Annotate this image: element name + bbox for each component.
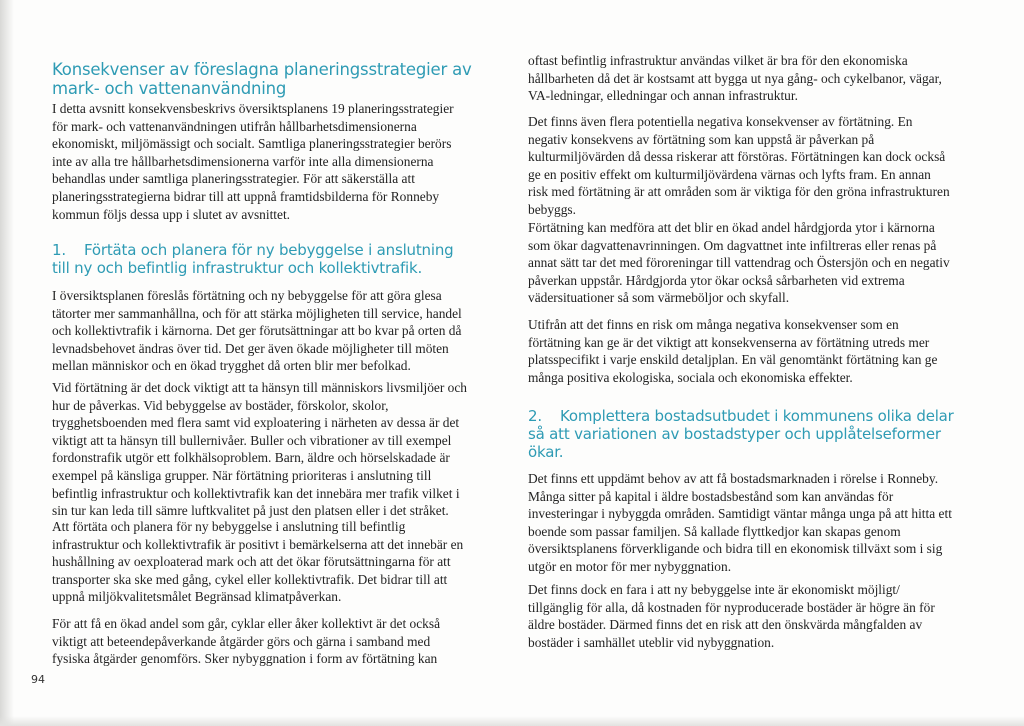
scan-bottom-shadow: [0, 716, 1024, 726]
right-paragraph-3: Förtätning kan medföra att det blir en ökad andel hårdgjorda ytor i kärnorna som ökar dagvattenavrinningen. Om dagvattnet inte infiltreras eller renas på annat sätt tar det med föroreningar till vattendrag och Östersjön och en negativ påverkan uppstår. Hårdgjorda ytor ökar också sårbarheten vid extrema vädersituationer så som värmeböljor och skyfall.: [528, 220, 950, 306]
section-1-paragraph-3: Att förtäta och planera för ny bebyggelse i anslutning till befintlig infrastruktur och kollektivtrafik är positivt i bemärkelserna att det innebär en hushållning av oexploaterad mark och att det ökar förutsättningarna för att transporter ska ske med gång, cykel eller kollektivtrafik. Det bidrar till att uppnå miljökvalitetsmålet Begränsad klimatpåverkan.: [52, 519, 464, 605]
right-paragraph-2: Det finns även flera potentiella negativa konsekvenser av förtätning. En negativ konsekvens av förtätning som kan uppstå är påverkan på kulturmiljövärden då dessa riskerar att förstöras. Förtätningen kan dock också ge en positiv effekt om kulturmiljövärdena värnas och lyfts fram. En annan risk med förtätning är att områden som är viktiga för den gröna infrastrukturen bebyggs.: [528, 114, 950, 217]
section-2-number: 2.: [528, 407, 542, 425]
section-2-title: Komplettera bostadsutbudet i kommunens olika delar så att variationen av bostadstyper och upplåtelseformer ökar.: [528, 407, 954, 461]
section-2-paragraph-2: Det finns dock en fara i att ny bebyggelse inte är ekonomiskt möjligt/ tillgänglig för alla, då kostnaden för nyproducerade bostäder är högre än för äldre bostäder. Därmed finns det en risk att den önskvärda mångfalden av bostäder i samhället uteblir vid nybyggnation.: [528, 582, 935, 650]
right-paragraph-1: oftast befintlig infrastruktur användas vilket är bra för den ekonomiska hållbarheten då det är kostsamt att bygga ut nya gång- och cykelbanor, vägar, VA-ledningar, elledningar och annan infrastruktur.: [528, 53, 942, 104]
page-number: 94: [31, 673, 45, 686]
section-1-number: 1.: [52, 241, 66, 259]
main-heading: Konsekvenser av föreslagna planeringsstrategier av mark- och vattenanvändning: [52, 60, 472, 98]
scan-edge-shadow: [0, 0, 14, 726]
section-1-paragraph-4: För att få en ökad andel som går, cyklar eller åker kollektivt är det också viktigt att beteendepåverkande åtgärder görs och gärna i samband med fysiska åtgärder genomförs. Sker nybyggnation i form av förtätning kan: [52, 616, 441, 667]
right-paragraph-4: Utifrån att det finns en risk om många negativa konsekvenser som en förtätning kan ge är det viktigt att konsekvenserna av förtätning utreds mer platsspecifikt i varje enskild detaljplan. En väl genomtänkt förtätning kan ge många positiva ekologiska, sociala och ekonomiska effekter.: [528, 317, 938, 385]
section-2-paragraph-1: Det finns ett uppdämt behov av att få bostadsmarknaden i rörelse i Ronneby. Många sitter på kapital i äldre bostadsbestånd som kan användas för investeringar i nybyggda områden. Samtidigt väntar många unga på att hitta ett boende som passar familjen. Så kallade flyttkedjor kan skapas genom översiktsplanens förverkligande och bidra till en ekonomisk tillväxt som i sig utgör en motor för mer nybyggnation.: [528, 471, 952, 574]
section-1-title: Förtäta och planera för ny bebyggelse i anslutning till ny och befintlig infrastruktur och kollektivtrafik.: [52, 241, 454, 277]
section-1-paragraph-2: Vid förtätning är det dock viktigt att ta hänsyn till människors livsmiljöer och hur de påverkas. Vid bebyggelse av bostäder, förskolor, skolor, trygghetsboenden med flera samt vid exploatering i närheten av dessa är det viktigt att ta hänsyn till bullernivåer. Buller och vibrationer av till exempel fordonstrafik utgör ett folkhälsoproblem. Barn, äldre och hörselskadade är exempel på känsliga grupper. När förtätning prioriteras i anslutning till befintlig infrastruktur och kollektivtrafik kan det innebära mer trafik vilket i sin tur kan leda till sämre luftkvalitet på just den platsen eller i det stråket.: [52, 380, 467, 519]
section-2-heading: [528, 407, 956, 461]
section-1-heading: [52, 241, 472, 277]
intro-paragraph: I detta avsnitt konsekvensbeskrivs översiktsplanens 19 planeringsstrategier för mark- och vattenanvändningen utifrån hållbarhetsdimensionerna ekonomiskt, miljömässigt och socialt. Samtliga planeringsstrategier berörs inte av alla tre hållbarhetsdimensionerna varför inte alla dimensionerna behandlas under samtliga planeringsstrategier. För att säkerställa att planeringsstrategierna bidrar till att uppnå framtidsbilderna för Ronneby kommun följs dessa upp i slutet av avsnittet.: [52, 101, 454, 222]
section-1-paragraph-1: I översiktsplanen föreslås förtätning och ny bebyggelse för att göra glesa tätorter mer sammanhållna, och för att stärka möjligheten till service, handel och kollektivtrafik i kärnorna. Det ger förutsättningar att bo kvar på orten då levnadsbehovet ändras över tid. Det ger även ökade möjligheter till möten mellan människor och en ökad trygghet då orten blir mer befolkad.: [52, 288, 462, 374]
